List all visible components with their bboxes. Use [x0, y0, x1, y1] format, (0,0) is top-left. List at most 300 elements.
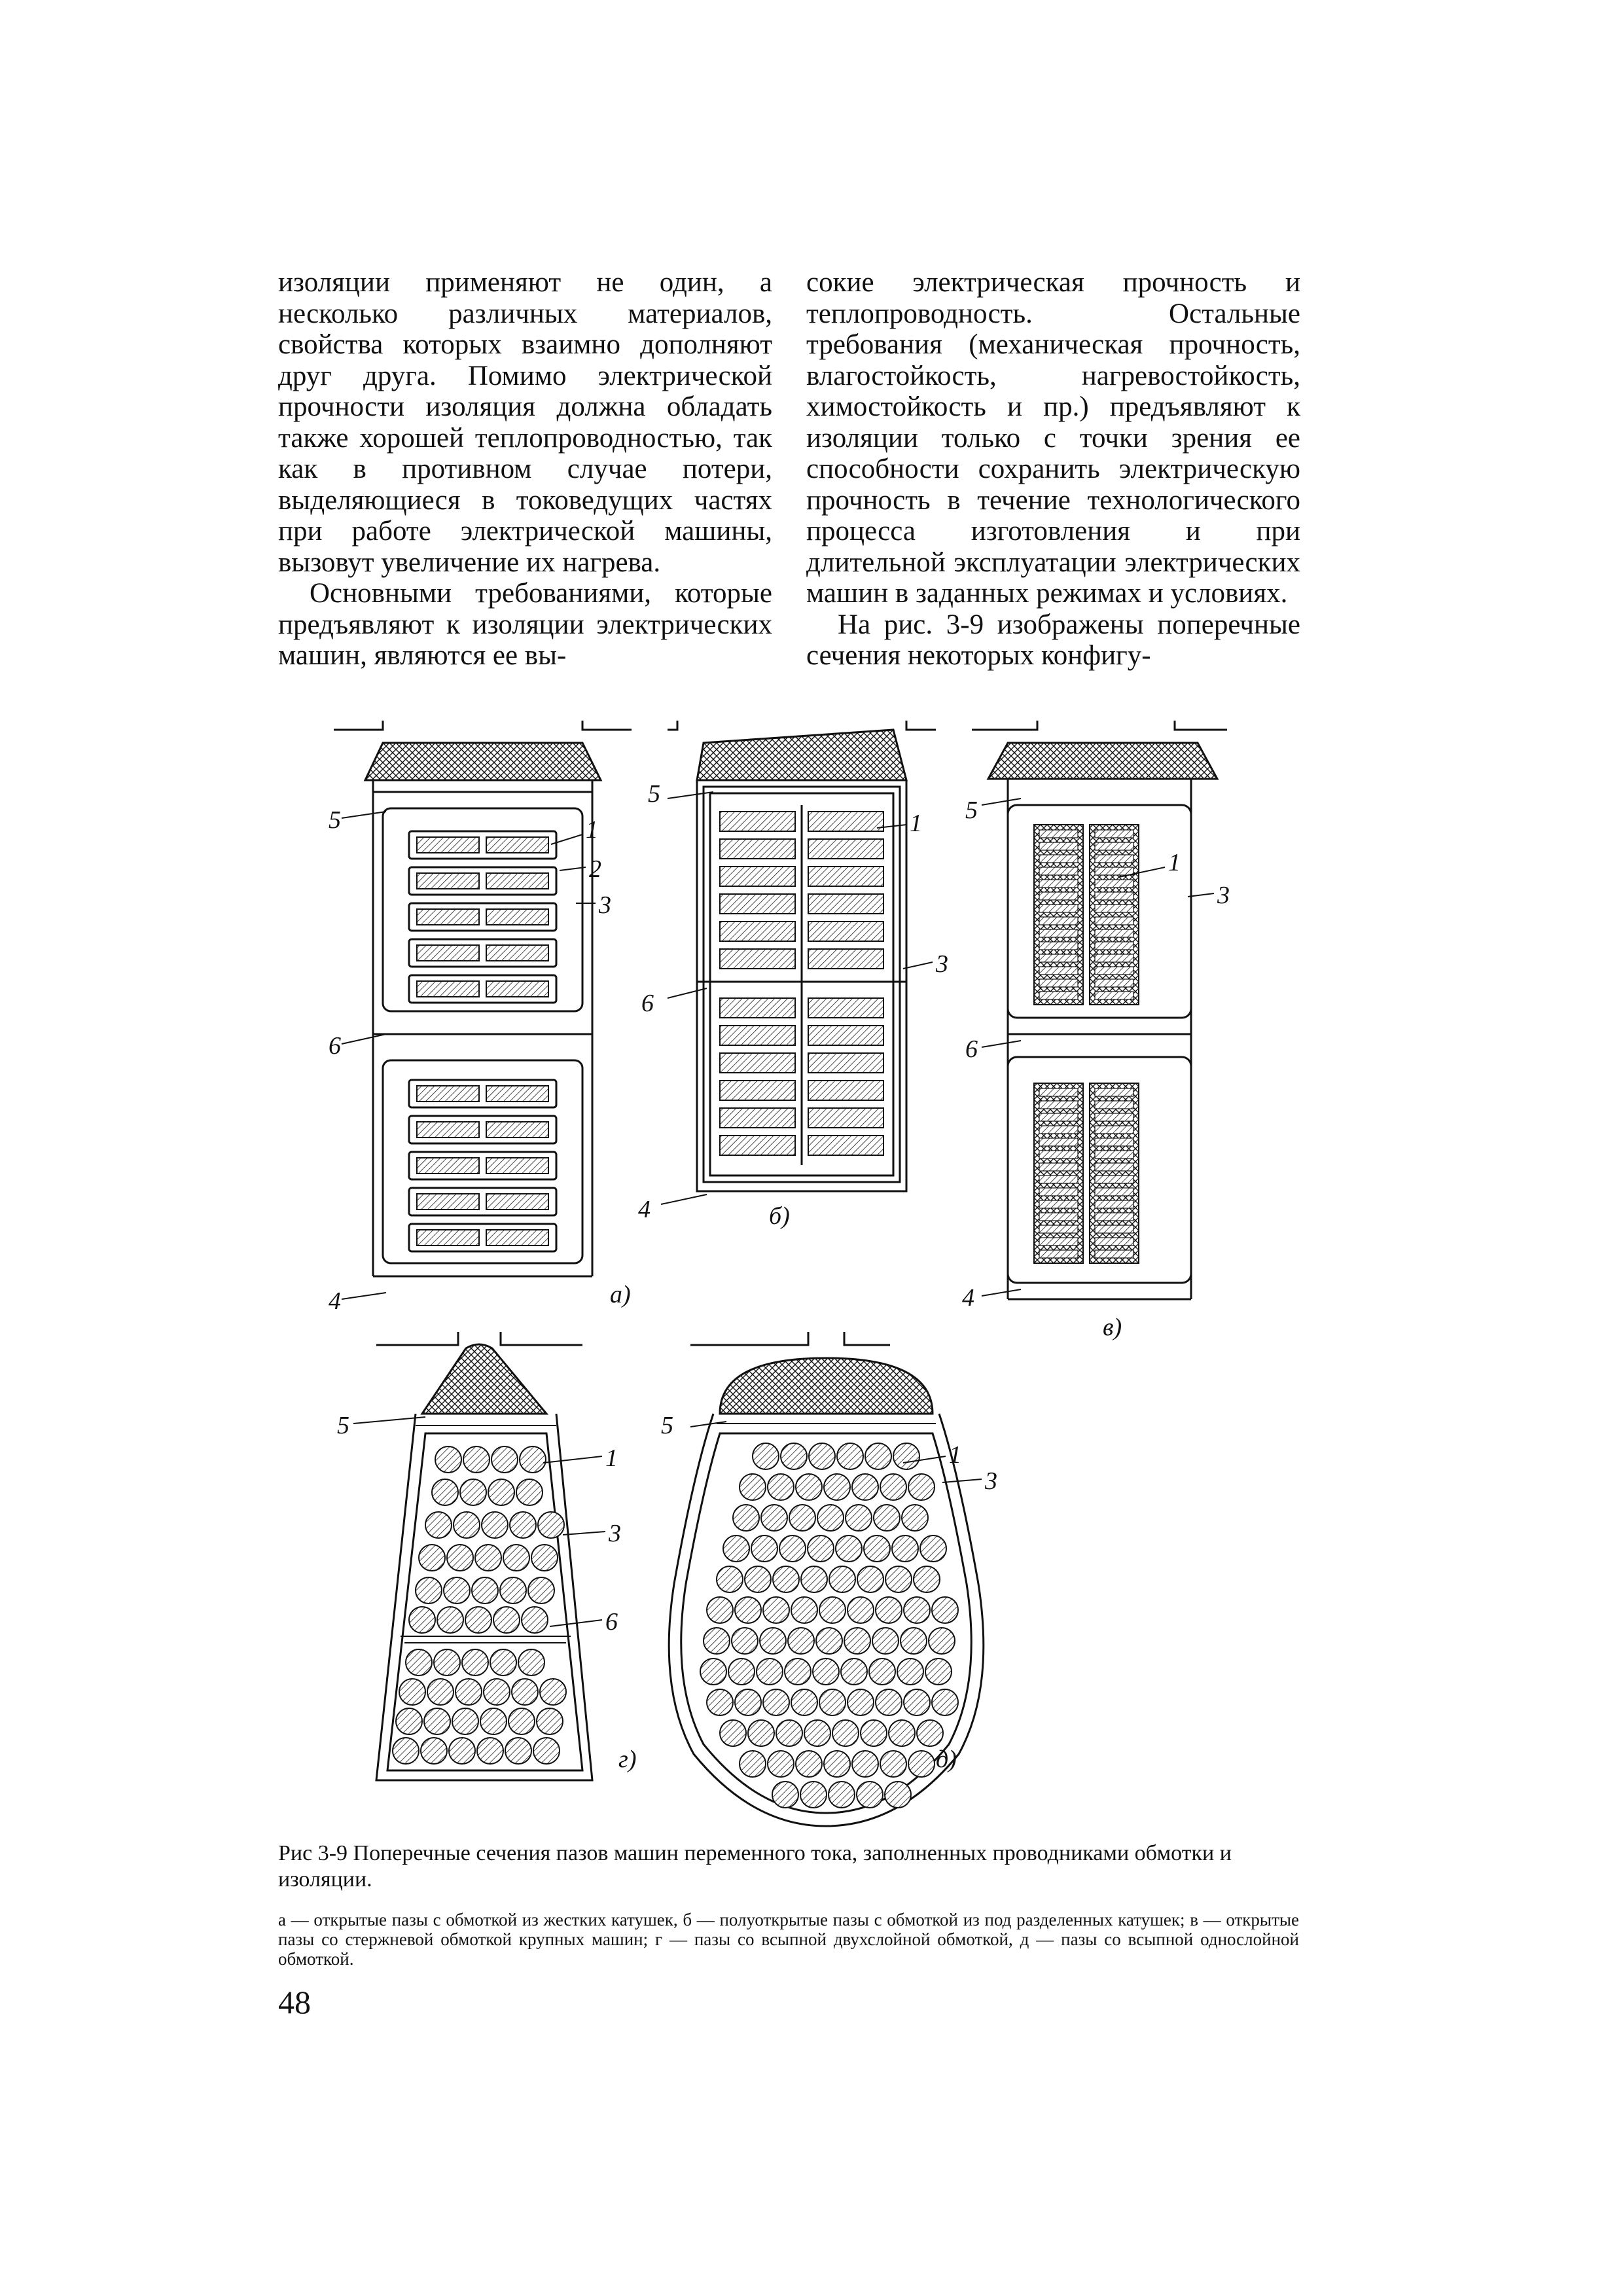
round-wire [832, 1720, 859, 1746]
round-wire [857, 1566, 883, 1592]
round-wire [475, 1545, 501, 1571]
conductor-copper [417, 909, 479, 925]
coil-insulation [383, 808, 582, 1011]
round-wire [852, 1474, 878, 1500]
round-wire [491, 1446, 518, 1473]
conductor-copper [720, 1081, 795, 1100]
conductor-copper [720, 812, 795, 831]
callout-3: 3 [985, 1467, 997, 1495]
bar-strand [1039, 1175, 1078, 1183]
round-wire [836, 1535, 862, 1562]
bar-strand [1095, 1151, 1133, 1158]
conductor-copper [720, 1026, 795, 1045]
bar-strand [1095, 967, 1133, 975]
bar-strand [1039, 967, 1078, 975]
callout-5: 5 [329, 806, 341, 834]
slot-wedge [365, 743, 601, 780]
round-wire [796, 1474, 822, 1500]
callout-6: 6 [605, 1608, 618, 1636]
bar-strand [1095, 979, 1133, 987]
bar-strand [1095, 1113, 1133, 1121]
round-wire [857, 1782, 883, 1808]
round-wire [876, 1597, 902, 1623]
slot-wedge [422, 1344, 546, 1414]
round-wire [885, 1782, 911, 1808]
bar-strand [1095, 892, 1133, 900]
leader-line [982, 1041, 1021, 1047]
conductor-copper [808, 949, 883, 969]
paragraph: Основными требованиями, которые предъявляют к изоляции электрических машин, являются ее вы- [278, 578, 772, 671]
callout-6: 6 [965, 1035, 978, 1063]
core-surface-line [334, 721, 632, 730]
round-wire [416, 1577, 442, 1604]
round-wire [779, 1535, 806, 1562]
conductor-copper [417, 1122, 479, 1138]
bar-conductor [1034, 1083, 1083, 1263]
round-wire [480, 1708, 507, 1734]
round-wire [885, 1566, 912, 1592]
round-wire [781, 1443, 807, 1469]
round-wire [914, 1566, 940, 1592]
bar-strand [1039, 1126, 1078, 1134]
round-wire [399, 1679, 425, 1705]
conductor-copper [808, 867, 883, 886]
panel-label-b: б) [769, 1202, 790, 1230]
bar-strand [1039, 929, 1078, 937]
round-wire [717, 1566, 743, 1592]
core-surface-line [972, 721, 1227, 730]
conductor-copper [486, 1086, 548, 1102]
conductor-copper [808, 998, 883, 1018]
bar-strand [1095, 929, 1133, 937]
figure-slot-cross-sections [327, 720, 1243, 1833]
bar-strand [1039, 1113, 1078, 1121]
leader-line [982, 1289, 1021, 1296]
round-wire [772, 1782, 798, 1808]
round-wire [505, 1738, 531, 1764]
round-wire [808, 1535, 834, 1562]
round-wire [869, 1659, 895, 1685]
round-wire [829, 1566, 855, 1592]
bar-strand [1039, 1238, 1078, 1246]
round-wire [908, 1474, 935, 1500]
bar-strand [1039, 1250, 1078, 1258]
bar-strand [1039, 1200, 1078, 1208]
round-wire [393, 1738, 419, 1764]
round-wire [447, 1545, 473, 1571]
round-wire [484, 1679, 510, 1705]
bar-strand [1039, 1101, 1078, 1109]
round-wire [880, 1474, 906, 1500]
round-wire [920, 1535, 946, 1562]
round-wire [533, 1738, 560, 1764]
conductor-copper [808, 894, 883, 914]
leader-line [342, 1293, 386, 1299]
round-wire [508, 1708, 535, 1734]
round-wire [847, 1597, 874, 1623]
round-wire [434, 1649, 460, 1676]
bar-strand [1039, 905, 1078, 912]
slot-wedge [697, 730, 906, 780]
conductor-copper [720, 1108, 795, 1128]
conductor-copper [417, 1230, 479, 1246]
figure-caption: Рис 3-9 Поперечные сечения пазов машин переменного тока, заполненных проводниками обмотки и изоляции. [278, 1841, 1232, 1892]
round-wire [409, 1607, 435, 1633]
callout-5: 5 [337, 1412, 349, 1439]
round-wire [824, 1474, 850, 1500]
paragraph: На рис. 3-9 изображены поперечные сечения некоторых конфигу- [806, 609, 1300, 671]
round-wire [472, 1577, 498, 1604]
round-wire [817, 1505, 844, 1531]
round-wire [452, 1708, 478, 1734]
round-wire [432, 1479, 458, 1505]
bar-strand [1095, 1126, 1133, 1134]
round-wire [804, 1720, 830, 1746]
bar-strand [1039, 979, 1078, 987]
bar-strand [1039, 1138, 1078, 1146]
bar-strand [1039, 942, 1078, 950]
conductor-copper [417, 945, 479, 961]
round-wire [465, 1607, 491, 1633]
round-wire [512, 1679, 538, 1705]
round-wire [893, 1443, 919, 1469]
conductor-copper [720, 894, 795, 914]
callout-1: 1 [949, 1441, 961, 1469]
round-wire [449, 1738, 475, 1764]
bar-strand [1039, 1188, 1078, 1196]
conductor-copper [417, 1158, 479, 1174]
round-wire [720, 1720, 746, 1746]
round-wire [776, 1720, 802, 1746]
conductor-copper [720, 1136, 795, 1155]
round-wire [488, 1479, 514, 1505]
round-wire [419, 1545, 445, 1571]
panel-label-e: д) [936, 1746, 957, 1773]
round-wire [932, 1597, 958, 1623]
round-wire [844, 1628, 870, 1654]
round-wire [735, 1689, 761, 1715]
round-wire [789, 1505, 815, 1531]
bar-strand [1039, 1163, 1078, 1171]
text-column-left [278, 267, 772, 672]
round-wire [477, 1738, 503, 1764]
round-wire [406, 1649, 432, 1676]
conductor-copper [808, 1136, 883, 1155]
callout-4: 4 [962, 1284, 974, 1312]
conductor-copper [486, 945, 548, 961]
round-wire [837, 1443, 863, 1469]
round-wire [864, 1535, 890, 1562]
round-wire [732, 1628, 758, 1654]
bar-strand [1095, 1238, 1133, 1246]
bar-strand [1095, 1200, 1133, 1208]
round-wire [908, 1751, 935, 1777]
conductor-copper [808, 839, 883, 859]
round-wire [901, 1628, 927, 1654]
conductor-copper [486, 1194, 548, 1210]
bar-strand [1095, 1250, 1133, 1258]
callout-3: 3 [609, 1520, 621, 1547]
bar-strand [1095, 1163, 1133, 1171]
bar-strand [1039, 855, 1078, 863]
round-wire [427, 1679, 454, 1705]
callout-1: 1 [1168, 849, 1181, 876]
conductor-copper [486, 1230, 548, 1246]
round-wire [437, 1607, 463, 1633]
round-wire [421, 1738, 447, 1764]
round-wire [760, 1628, 786, 1654]
conductor-copper [808, 1053, 883, 1073]
round-wire [733, 1505, 759, 1531]
bar-conductor [1090, 1083, 1139, 1263]
callout-1: 1 [586, 816, 598, 844]
bar-strand [1095, 855, 1133, 863]
round-wire [435, 1446, 461, 1473]
bar-strand [1095, 1101, 1133, 1109]
bar-strand [1039, 892, 1078, 900]
bar-strand [1039, 880, 1078, 888]
round-wire [396, 1708, 422, 1734]
conductor-copper [417, 1086, 479, 1102]
conductor-copper [808, 812, 883, 831]
bar-strand [1039, 992, 1078, 999]
round-wire [791, 1689, 817, 1715]
callout-6: 6 [329, 1032, 341, 1060]
round-wire [740, 1474, 766, 1500]
conductor-copper [808, 1108, 883, 1128]
round-wire [800, 1782, 827, 1808]
bar-strand [1039, 1213, 1078, 1221]
round-wire [809, 1443, 835, 1469]
slot-wedge [988, 743, 1217, 779]
round-wire [516, 1479, 543, 1505]
callout-4: 4 [638, 1196, 651, 1223]
round-wire [425, 1512, 452, 1538]
conductor-copper [720, 949, 795, 969]
callout-4: 4 [329, 1287, 341, 1315]
bar-strand [1095, 1188, 1133, 1196]
round-wire [740, 1751, 766, 1777]
round-wire [460, 1479, 486, 1505]
conductor-copper [720, 867, 795, 886]
bar-strand [1095, 1138, 1133, 1146]
callout-3: 3 [936, 950, 948, 978]
leader-line [668, 792, 713, 798]
slot-wall [373, 780, 592, 1276]
slot-wedge [720, 1358, 933, 1414]
leader-line [982, 798, 1021, 805]
bar-strand [1039, 830, 1078, 838]
conductor-copper [486, 1122, 548, 1138]
round-wire [865, 1443, 891, 1469]
round-wire [463, 1446, 490, 1473]
callout-3: 3 [599, 891, 611, 919]
bar-strand [1095, 842, 1133, 850]
leader-line [543, 1456, 602, 1463]
conductor-copper [808, 1026, 883, 1045]
conductor-copper [808, 1081, 883, 1100]
round-wire [902, 1505, 928, 1531]
conductor-copper [486, 909, 548, 925]
round-wire [493, 1607, 520, 1633]
paragraph: сокие электрическая прочность и теплопроводность. Остальные требования (механическая прочность, влагостойкость, нагревостойкость, химостойкость и пр.) предъявляют к изоляции только с точки зрения ее способности сохранить электрическую прочность в течение технологического процесса изготовления и при длительной эксплуатации электрических машин в заданных режимах и условиях. [806, 267, 1300, 609]
round-wire [748, 1720, 774, 1746]
core-surface-line [668, 721, 936, 730]
round-wire [872, 1628, 899, 1654]
bar-strand [1095, 917, 1133, 925]
bar-conductor [1090, 825, 1139, 1005]
round-wire [819, 1597, 846, 1623]
leader-line [942, 1479, 982, 1482]
round-wire [500, 1577, 526, 1604]
core-surface-line [690, 1332, 890, 1345]
round-wire [520, 1446, 546, 1473]
round-wire [925, 1659, 952, 1685]
round-wire [522, 1607, 548, 1633]
round-wire [889, 1720, 915, 1746]
panel-label-c: в) [1103, 1314, 1122, 1341]
round-wire [847, 1689, 874, 1715]
round-wire [444, 1577, 470, 1604]
bar-strand [1095, 830, 1133, 838]
round-wire [897, 1659, 923, 1685]
callout-6: 6 [641, 990, 654, 1017]
conductor-copper [808, 922, 883, 941]
bar-strand [1095, 1225, 1133, 1233]
round-wire [801, 1566, 827, 1592]
round-wire [700, 1659, 726, 1685]
bar-strand [1039, 1225, 1078, 1233]
bar-strand [1095, 880, 1133, 888]
bar-strand [1095, 1175, 1133, 1183]
callout-5: 5 [661, 1412, 673, 1439]
conductor-copper [720, 1053, 795, 1073]
round-wire [735, 1597, 761, 1623]
paragraph: изоляции применяют не один, а несколько различных материалов, свойства которых взаимно дополняют друг друга. Помимо электрической прочности изоляция должна обладать также хорошей теплопроводностью, так как в противном случае потери, выделяющиеся в токоведущих частях при работе электрической машины, вызовут увеличение их нагрева. [278, 267, 772, 578]
round-wire [510, 1512, 536, 1538]
conductor-copper [720, 998, 795, 1018]
round-wire [531, 1545, 558, 1571]
round-wire [904, 1689, 930, 1715]
leader-line [342, 812, 386, 818]
conductor-copper [720, 922, 795, 941]
conductor-copper [417, 981, 479, 997]
round-wire [704, 1628, 730, 1654]
conductor-copper [486, 1158, 548, 1174]
bar-strand [1095, 954, 1133, 962]
conductor-copper [720, 839, 795, 859]
round-wire [892, 1535, 918, 1562]
round-wire [745, 1566, 771, 1592]
round-wire [768, 1474, 794, 1500]
round-wire [728, 1659, 755, 1685]
panel-label-d: г) [618, 1746, 637, 1773]
round-wire [846, 1505, 872, 1531]
bar-strand [1039, 1151, 1078, 1158]
round-wire [503, 1545, 529, 1571]
round-wire [819, 1689, 846, 1715]
leader-line [668, 988, 707, 998]
callout-3: 3 [1217, 882, 1230, 909]
round-wire [757, 1659, 783, 1685]
round-wire [880, 1751, 906, 1777]
round-wire [462, 1649, 488, 1676]
round-wire [454, 1512, 480, 1538]
round-wire [751, 1535, 777, 1562]
round-wire [785, 1659, 811, 1685]
conductor-copper [417, 1194, 479, 1210]
callout-5: 5 [648, 780, 660, 808]
callout-1: 1 [605, 1444, 618, 1472]
round-wire [932, 1689, 958, 1715]
bar-strand [1095, 905, 1133, 912]
conductor-copper [417, 837, 479, 853]
round-wire [763, 1689, 789, 1715]
conductor-copper [486, 981, 548, 997]
round-wire [876, 1689, 902, 1715]
bar-strand [1095, 867, 1133, 875]
round-wire [707, 1689, 733, 1715]
round-wire [796, 1751, 822, 1777]
round-wire [841, 1659, 867, 1685]
bar-strand [1039, 917, 1078, 925]
round-wire [861, 1720, 887, 1746]
round-wire [768, 1751, 794, 1777]
panel-label-a: а) [610, 1281, 631, 1308]
round-wire [763, 1597, 789, 1623]
leader-line [563, 1532, 605, 1535]
round-wire [816, 1628, 842, 1654]
round-wire [904, 1597, 930, 1623]
callout-5: 5 [965, 797, 978, 824]
round-wire [538, 1512, 564, 1538]
conductor-copper [486, 837, 548, 853]
conductor-copper [417, 873, 479, 889]
round-wire [791, 1597, 817, 1623]
text-column-right [806, 267, 1300, 672]
leader-line [661, 1194, 707, 1204]
callout-2: 2 [589, 855, 601, 883]
bar-strand [1095, 992, 1133, 999]
round-wire [813, 1659, 839, 1685]
round-wire [528, 1577, 554, 1604]
round-wire [482, 1512, 508, 1538]
bar-strand [1039, 842, 1078, 850]
leader-line [903, 962, 933, 969]
round-wire [761, 1505, 787, 1531]
figure-legend: а — открытые пазы с обмоткой из жестких катушек, б — полуоткрытые пазы с обмоткой из под разделенных катушек; в — открытые пазы со стержневой обмоткой крупных машин; г — пазы со всыпной двухслойной обмоткой, д — пазы со всыпной однослойной обмоткой. [278, 1910, 1299, 1969]
bar-strand [1039, 1088, 1078, 1096]
round-wire [824, 1751, 850, 1777]
core-surface-line [376, 1332, 582, 1345]
bar-strand [1095, 1213, 1133, 1221]
round-wire [455, 1679, 482, 1705]
bar-strand [1095, 942, 1133, 950]
round-wire [540, 1679, 566, 1705]
round-wire [917, 1720, 943, 1746]
bar-strand [1039, 867, 1078, 875]
round-wire [788, 1628, 814, 1654]
bar-conductor [1034, 825, 1083, 1005]
round-wire [829, 1782, 855, 1808]
round-wire [537, 1708, 563, 1734]
round-wire [424, 1708, 450, 1734]
leader-line [342, 1034, 386, 1044]
bar-strand [1095, 1088, 1133, 1096]
round-wire [723, 1535, 749, 1562]
callout-1: 1 [910, 810, 922, 837]
round-wire [929, 1628, 955, 1654]
